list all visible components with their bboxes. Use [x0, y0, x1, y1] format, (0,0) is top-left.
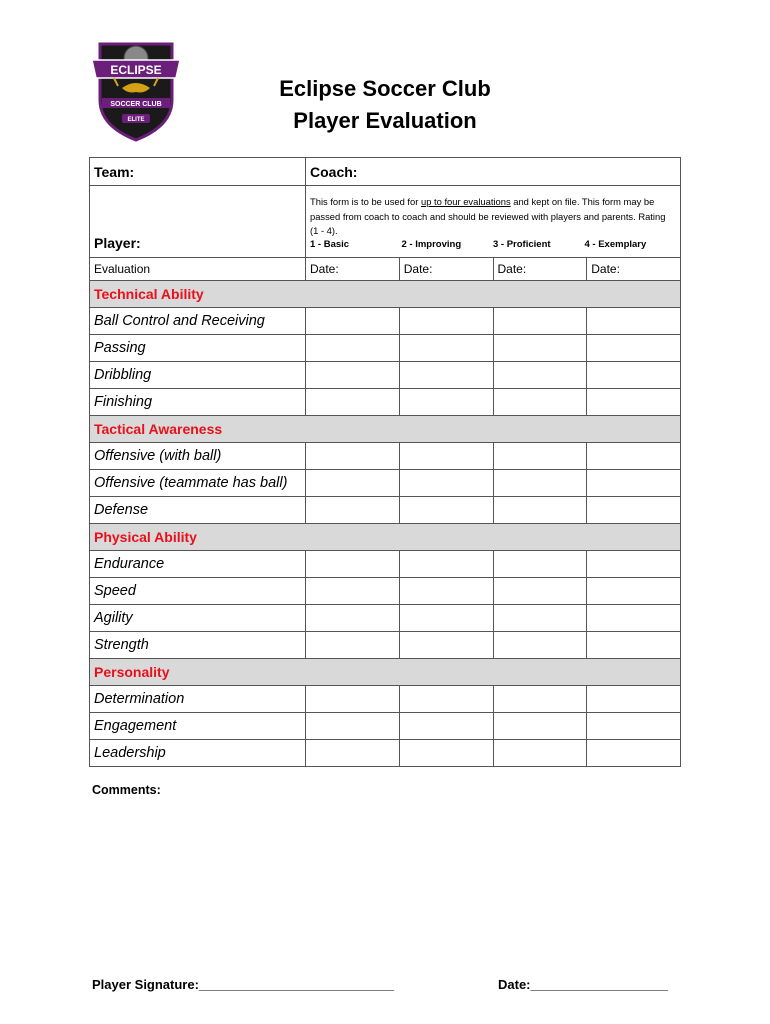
table-row	[90, 740, 681, 767]
logo-badge-text: ELITE	[127, 117, 145, 123]
player-field[interactable]: Player:	[90, 186, 306, 258]
rating-cell[interactable]	[306, 389, 400, 416]
section-title: Personality	[90, 659, 681, 686]
skill-label: Leadership	[90, 740, 306, 767]
rating-cell[interactable]	[493, 335, 587, 362]
rating-cell[interactable]	[306, 308, 400, 335]
rating-cell[interactable]	[493, 308, 587, 335]
coach-field[interactable]: Coach:	[306, 158, 681, 186]
rating-cell[interactable]	[306, 443, 400, 470]
section-title: Technical Ability	[90, 281, 681, 308]
rating-cell[interactable]	[493, 470, 587, 497]
comments-label: Comments:	[92, 783, 161, 797]
skill-label: Dribbling	[90, 362, 306, 389]
rating-cell[interactable]	[587, 578, 681, 605]
rating-cell[interactable]	[399, 632, 493, 659]
rating-cell[interactable]	[587, 308, 681, 335]
rating-cell[interactable]	[493, 605, 587, 632]
rating-cell[interactable]	[587, 335, 681, 362]
rating-cell[interactable]	[493, 497, 587, 524]
rating-cell[interactable]	[493, 740, 587, 767]
rating-cell[interactable]	[306, 713, 400, 740]
table-row	[90, 443, 681, 470]
skill-label: Strength	[90, 632, 306, 659]
rating-cell[interactable]	[493, 578, 587, 605]
rating-cell[interactable]	[306, 551, 400, 578]
rating-cell[interactable]	[587, 551, 681, 578]
logo-top-text: ECLIPSE	[110, 63, 162, 77]
rating-cell[interactable]	[399, 362, 493, 389]
table-row	[90, 308, 681, 335]
rating-cell[interactable]	[493, 713, 587, 740]
skill-label: Defense	[90, 497, 306, 524]
rating-cell[interactable]	[399, 335, 493, 362]
intro-text: This form is to be used for up to four evaluations and kept on file. This form may be passed from coach to coach and should be reviewed with players and parents. Rating (1 - 4).	[310, 196, 666, 237]
team-field[interactable]: Team:	[90, 158, 306, 186]
date-field-2[interactable]: Date:	[399, 258, 493, 281]
skill-label: Endurance	[90, 551, 306, 578]
rating-cell[interactable]	[306, 632, 400, 659]
rating-cell[interactable]	[587, 362, 681, 389]
rating-cell[interactable]	[587, 443, 681, 470]
rating-cell[interactable]	[493, 686, 587, 713]
date-field-1[interactable]: Date:	[306, 258, 400, 281]
rating-cell[interactable]	[587, 686, 681, 713]
table-row	[90, 632, 681, 659]
intro-underlined: up to four evaluations	[420, 196, 511, 208]
skill-label: Offensive (with ball)	[90, 443, 306, 470]
rating-cell[interactable]	[399, 713, 493, 740]
rating-cell[interactable]	[306, 470, 400, 497]
skill-label: Finishing	[90, 389, 306, 416]
table-row	[90, 335, 681, 362]
rating-cell[interactable]	[399, 686, 493, 713]
rating-cell[interactable]	[306, 497, 400, 524]
rating-cell[interactable]	[493, 443, 587, 470]
table-row	[90, 578, 681, 605]
date-field-4[interactable]: Date:	[587, 258, 681, 281]
skill-label: Engagement	[90, 713, 306, 740]
evaluation-table	[89, 157, 681, 767]
rating-cell[interactable]	[587, 497, 681, 524]
table-row	[90, 713, 681, 740]
table-row	[90, 686, 681, 713]
rating-cell[interactable]	[493, 362, 587, 389]
section-title: Physical Ability	[90, 524, 681, 551]
table-row	[90, 551, 681, 578]
player-signature-line[interactable]: Player Signature:___________________________	[92, 977, 395, 992]
skill-label: Determination	[90, 686, 306, 713]
rating-cell[interactable]	[399, 308, 493, 335]
rating-cell[interactable]	[306, 740, 400, 767]
rating-cell[interactable]	[399, 497, 493, 524]
section-header	[90, 281, 681, 308]
table-row	[90, 497, 681, 524]
skill-label: Speed	[90, 578, 306, 605]
page-subtitle: Player Evaluation	[293, 108, 477, 133]
section-title: Tactical Awareness	[90, 416, 681, 443]
date-field-3[interactable]: Date:	[493, 258, 587, 281]
page-title: Eclipse Soccer Club	[279, 76, 491, 101]
rating-cell[interactable]	[399, 578, 493, 605]
signature-date-line[interactable]: Date:___________________	[498, 977, 668, 992]
rating-cell[interactable]	[587, 605, 681, 632]
table-row	[90, 470, 681, 497]
rating-cell[interactable]	[587, 713, 681, 740]
rating-cell[interactable]	[399, 740, 493, 767]
rating-cell[interactable]	[399, 443, 493, 470]
rating-cell[interactable]	[587, 632, 681, 659]
rating-cell[interactable]	[493, 551, 587, 578]
section-header	[90, 659, 681, 686]
rating-cell[interactable]	[306, 362, 400, 389]
rating-cell[interactable]	[587, 389, 681, 416]
rating-cell[interactable]	[399, 605, 493, 632]
rating-1: 1 - Basic	[310, 238, 350, 250]
rating-2: 2 - Improving	[401, 238, 462, 250]
rating-cell[interactable]	[493, 389, 587, 416]
rating-cell[interactable]	[306, 686, 400, 713]
skill-label: Ball Control and Receiving	[90, 308, 306, 335]
rating-cell[interactable]	[306, 335, 400, 362]
section-header	[90, 416, 681, 443]
logo-bottom-text: SOCCER CLUB	[110, 101, 162, 108]
rating-cell[interactable]	[399, 551, 493, 578]
table-row	[90, 605, 681, 632]
table-row	[90, 389, 681, 416]
skill-label: Passing	[90, 335, 306, 362]
skill-label: Agility	[90, 605, 306, 632]
rating-cell[interactable]	[493, 632, 587, 659]
rating-4: 4 - Exemplary	[584, 238, 647, 250]
evaluation-label: Evaluation	[90, 258, 306, 281]
section-header	[90, 524, 681, 551]
table-row	[90, 362, 681, 389]
rating-cell[interactable]	[399, 389, 493, 416]
rating-cell[interactable]	[587, 740, 681, 767]
rating-cell[interactable]	[399, 470, 493, 497]
club-logo	[88, 38, 184, 142]
skill-label: Offensive (teammate has ball)	[90, 470, 306, 497]
intro-cell	[306, 186, 681, 258]
rating-scale	[310, 239, 676, 250]
rating-cell[interactable]	[306, 578, 400, 605]
rating-3: 3 - Proficient	[493, 238, 551, 250]
rating-cell[interactable]	[587, 470, 681, 497]
rating-cell[interactable]	[306, 605, 400, 632]
